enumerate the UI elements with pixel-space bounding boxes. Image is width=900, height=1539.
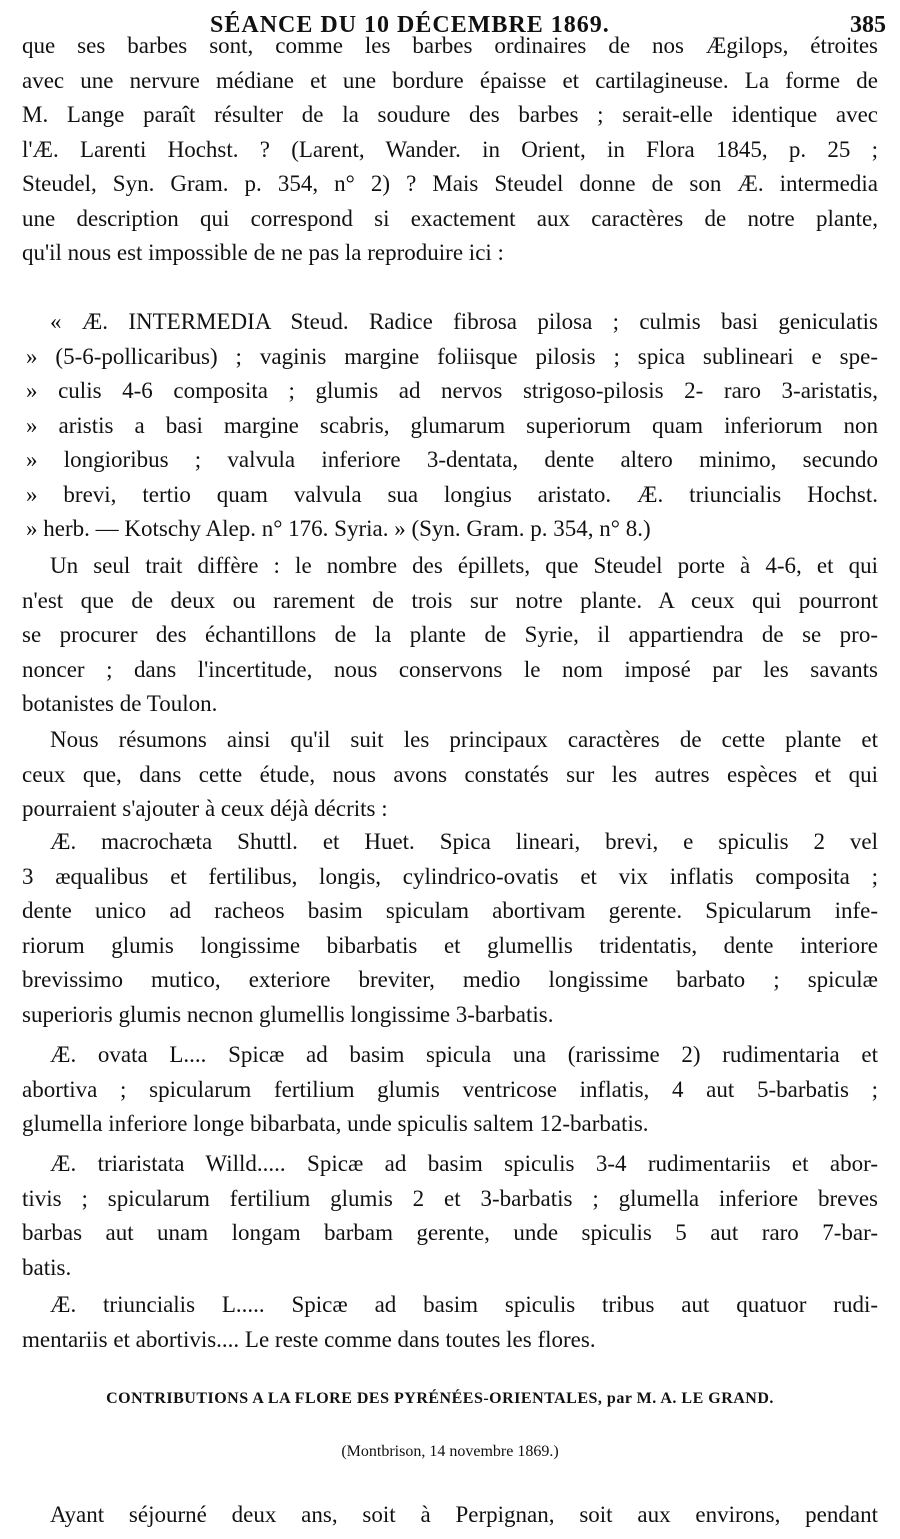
text-line: noncer ; dans l'incertitude, nous conservons le nom imposé par les savants [22, 656, 878, 682]
paragraph [22, 1038, 878, 1142]
text-line: « Æ. INTERMEDIA Steud. Radice fibrosa pilosa ; culmis basi geniculatis [50, 309, 878, 334]
text-line: brevissimo mutico, exteriore breviter, medio longissime barbato ; spiculæ [22, 967, 878, 992]
paragraph [22, 1147, 878, 1285]
paragraph [22, 1498, 878, 1533]
paragraph [22, 29, 878, 271]
text-line: Æ. triaristata Willd..... Spicæ ad basim spiculis 3-4 rudimentariis et abor- [50, 1151, 878, 1176]
text-line: mentariis et abortivis.... Le reste comme dans toutes les flores. [22, 1326, 596, 1352]
text-line: Æ. ovata L.... Spicæ ad basim spicula una (rarissime 2) rudimentaria et [50, 1042, 878, 1067]
text-line: botanistes de Toulon. [22, 691, 218, 716]
text-line: » (5-6-pollicaribus) ; vaginis margine foliisque pilosis ; spica sublineari e spe- [26, 343, 878, 369]
text-line: pourraient s'ajouter à ceux déjà décrits : [22, 796, 388, 821]
text-line: ceux que, dans cette étude, nous avons constatés sur les autres espèces et qui [22, 761, 878, 787]
section-title: CONTRIBUTIONS A LA FLORE DES PYRÉNÉES-ORIENTALES, par M. A. LE GRAND. [106, 1390, 774, 1407]
text-line: se procurer des échantillons de la plante de Syrie, il appartiendra de se pro- [22, 622, 878, 647]
text-line: Un seul trait diffère : le nombre des épillets, que Steudel porte à 4-6, et qui [50, 553, 878, 578]
text-line: Ayant séjourné deux ans, soit à Perpignan, soit aux environs, pendant [50, 1502, 878, 1527]
text-line: superioris glumis necnon glumellis longissime 3-barbatis. [22, 1001, 554, 1027]
text-line: » culis 4-6 composita ; glumis ad nervos strigoso-pilosis 2- raro 3-aristatis, [26, 378, 878, 403]
text-line: riorum glumis longissime bibarbatis et glumellis tridentatis, dente interiore [22, 932, 878, 958]
text-line: tivis ; spicularum fertilium glumis 2 et 3-barbatis ; glumella inferiore breves [22, 1185, 878, 1211]
paragraph [22, 825, 878, 1032]
text-line: l'Æ. Larenti Hochst. ? (Larent, Wander. in Orient, in Flora 1845, p. 25 ; [22, 136, 878, 162]
paragraph [22, 549, 878, 722]
text-line: barbas aut unam longam barbam gerente, unde spiculis 5 aut raro 7-bar- [22, 1220, 878, 1245]
text-line: avec une nervure médiane et une bordure épaisse et cartilagineuse. La forme de [22, 67, 878, 93]
text-line: 3 æqualibus et fertilibus, longis, cylindrico-ovatis et vix inflatis composita ; [22, 863, 878, 889]
text-line: » longioribus ; valvula inferiore 3-dentata, dente altero minimo, secundo [26, 447, 878, 472]
section-date: (Montbrison, 14 novembre 1869.) [341, 1443, 559, 1460]
text-line: que ses barbes sont, comme les barbes ordinaires de nos Ægilops, étroites [22, 33, 878, 58]
text-line: dente unico ad racheos basim spiculam abortivam gerente. Spicularum infe- [22, 898, 878, 923]
text-line: » brevi, tertio quam valvula sua longius aristato. Æ. triuncialis Hochst. [26, 481, 878, 507]
text-line: M. Lange paraît résulter de la soudure des barbes ; serait-elle identique avec [22, 102, 878, 127]
text-line: glumella inferiore longe bibarbata, unde spiculis saltem 12-barbatis. [22, 1111, 649, 1136]
text-line: abortiva ; spicularum fertilium glumis ventricose inflatis, 4 aut 5-barbatis ; [22, 1076, 878, 1102]
block-quote [22, 305, 878, 547]
text-line: Æ. triuncialis L..... Spicæ ad basim spiculis tribus aut quatuor rudi- [50, 1292, 878, 1317]
text-line: » aristis a basi margine scabris, glumarum superiorum quam inferiorum non [26, 412, 878, 438]
text-line: n'est que de deux ou rarement de trois sur notre plante. A ceux qui pourront [22, 587, 878, 613]
text-line: » herb. — Kotschy Alep. n° 176. Syria. » (Syn. Gram. p. 354, n° 8.) [26, 516, 651, 541]
page-number: 385 [850, 12, 886, 38]
text-line: Steudel, Syn. Gram. p. 354, n° 2) ? Mais Steudel donne de son Æ. intermedia [22, 171, 878, 196]
paragraph [22, 1288, 878, 1357]
paragraph [22, 723, 878, 827]
text-line: Nous résumons ainsi qu'il suit les principaux caractères de cette plante et [50, 727, 878, 752]
text-line: qu'il nous est impossible de ne pas la reproduire ici : [22, 240, 504, 265]
text-line: batis. [22, 1254, 72, 1280]
header-title: SÉANCE DU 10 DÉCEMBRE 1869. [210, 12, 610, 38]
text-line: Æ. macrochæta Shuttl. et Huet. Spica lineari, brevi, e spiculis 2 vel [50, 829, 878, 854]
text-line: une description qui correspond si exactement aux caractères de notre plante, [22, 205, 878, 231]
